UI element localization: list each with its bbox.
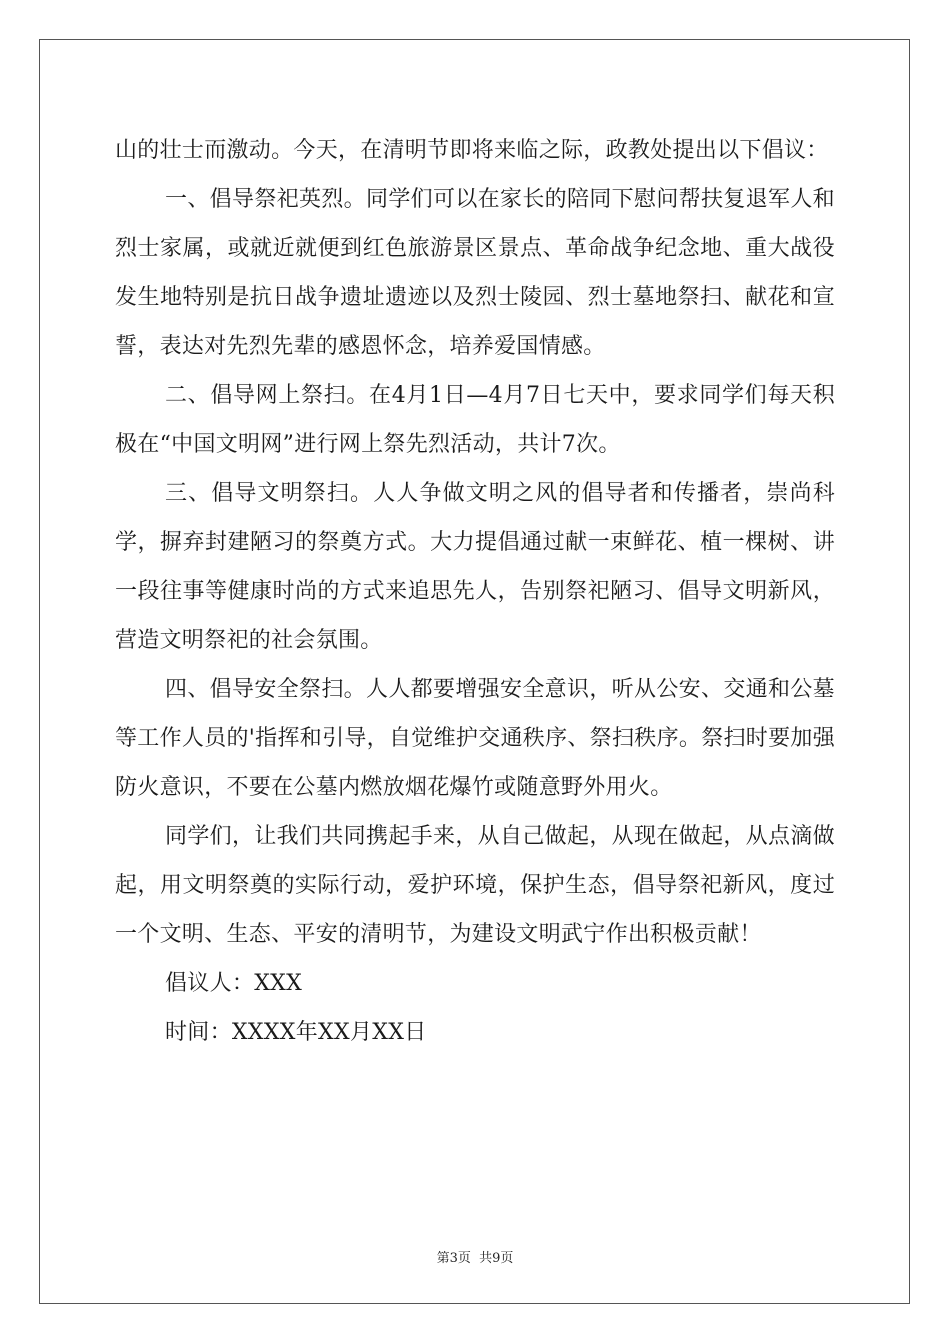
date-line: 时间：XXXX年XX月XX日 <box>165 1020 427 1045</box>
page-number: 第3页 <box>436 1251 471 1266</box>
paragraph-item-1: 一、倡导祭祀英烈。同学们可以在家长的陪同下慰问帮扶复退军人和烈士家属，或就近就便到红色旅游景区景点、革命战争纪念地、重大战役发生地特别是抗日战争遗址遗迹以及烈士陵园、烈士墓地祭扫、献花和宣誓，表达对先烈先辈的感恩怀念，培养爱国情感。 <box>115 187 835 359</box>
page-total: 共9页 <box>479 1251 514 1266</box>
paragraph-item-4: 四、倡导安全祭扫。人人都要增强安全意识，听从公安、交通和公墓等工作人员的'指挥和引导，自觉维护交通秩序、祭扫秩序。祭扫时要加强防火意识，不要在公墓内燃放烟花爆竹或随意野外用火。 <box>115 677 835 800</box>
paragraph-closing: 同学们，让我们共同携起手来，从自己做起，从现在做起，从点滴做起，用文明祭奠的实际行动，爱护环境，保护生态，倡导祭祀新风，度过一个文明、生态、平安的清明节，为建设文明武宁作出积极贡献！ <box>115 824 835 947</box>
page-footer <box>0 1247 950 1266</box>
signature-line: 倡议人：XXX <box>165 971 303 996</box>
document-body <box>115 126 835 1057</box>
paragraph-intro: 山的壮士而激动。今天，在清明节即将来临之际，政教处提出以下倡议： <box>115 138 829 163</box>
paragraph-item-2: 二、倡导网上祭扫。在4月1日—4月7日七天中，要求同学们每天积极在“中国文明网”进行网上祭先烈活动，共计7次。 <box>115 383 835 457</box>
paragraph-item-3: 三、倡导文明祭扫。人人争做文明之风的倡导者和传播者，崇尚科学，摒弃封建陋习的祭奠方式。大力提倡通过献一束鲜花、植一棵树、讲一段往事等健康时尚的方式来追思先人，告别祭祀陋习、倡导文明新风，营造文明祭祀的社会氛围。 <box>115 481 835 653</box>
